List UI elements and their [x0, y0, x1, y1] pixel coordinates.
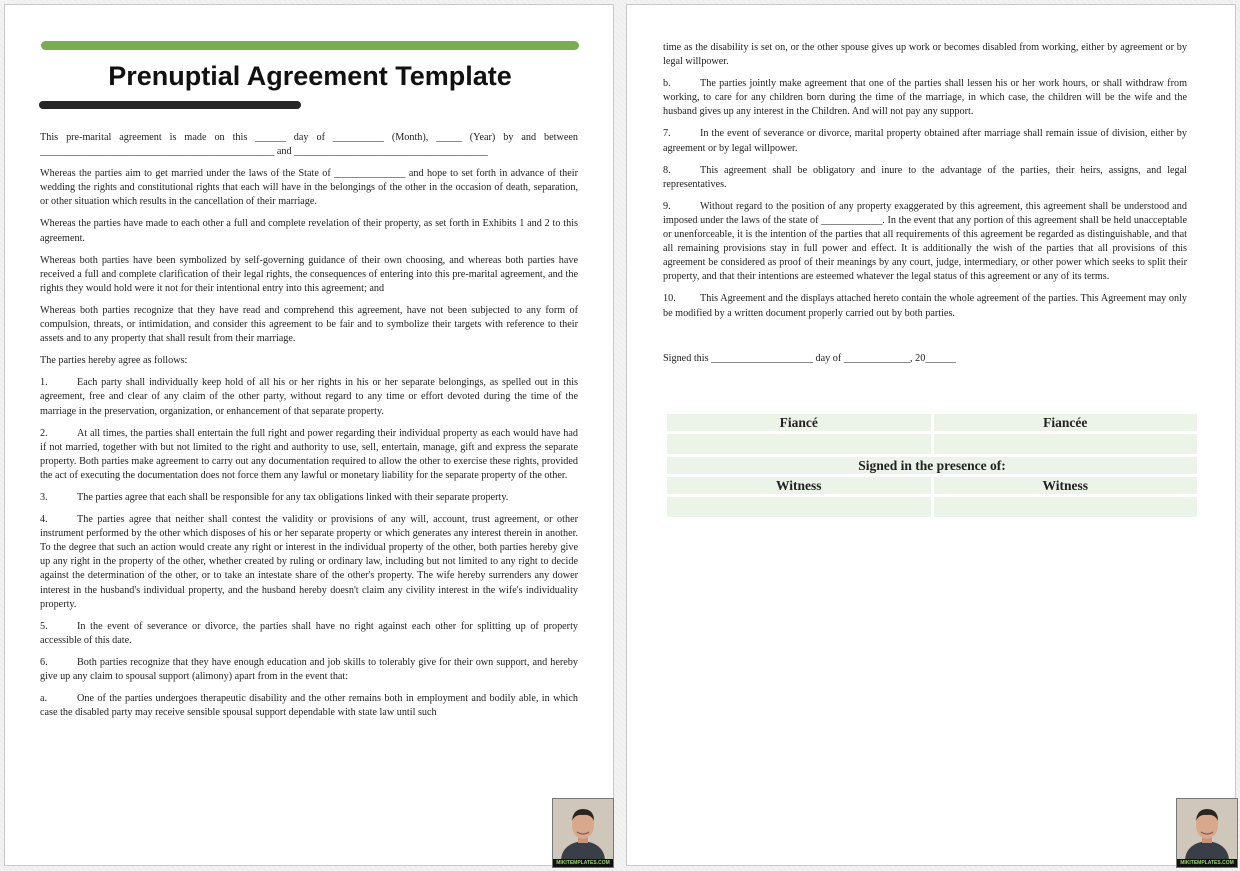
title-underline-bar — [39, 101, 301, 109]
fiancee-header: Fiancée — [934, 414, 1198, 431]
page-1-body — [40, 131, 578, 728]
paragraph-text: Both parties recognize that they have enough education and job skills to tolerably give for their own support, and hereby give up any claim to spousal support (alimony) apart from in the event that: — [40, 656, 578, 682]
clause-paragraph — [40, 491, 578, 505]
accent-bar — [41, 41, 579, 50]
witness-signature-cell-1[interactable] — [667, 497, 931, 517]
clause-number: a. — [40, 693, 48, 705]
clause-paragraph — [663, 200, 1187, 285]
clause-paragraph — [40, 376, 578, 418]
fiance-signature-cell[interactable] — [667, 434, 931, 454]
fiancee-signature-cell[interactable] — [934, 434, 1198, 454]
document-title: Prenuptial Agreement Template — [108, 61, 512, 91]
badge-label: MIKITEMPLATES.COM — [553, 859, 613, 867]
clause-number: 3. — [40, 491, 48, 503]
paragraph-text: At all times, the parties shall entertain the full right and power regarding their individual property as each would have had if not married, together with but not limited to the right and authority to use, sell, entertain, manage, gift and express the separate property. Both parties make agreement to carry out any documentation required to allow the other to exercise these rights, provided the act of executing the documentation does not force them any lawful or monetary liability for the separate property of the other. — [40, 427, 578, 481]
paragraph-text: This pre-marital agreement is made on this ______ day of __________ (Month), _____ (Year) by and between ______________________________________________ and ______________________________________ — [40, 132, 578, 158]
document-page-1 — [4, 4, 614, 866]
body-paragraph — [40, 217, 578, 245]
clause-paragraph — [40, 692, 578, 720]
signature-table — [664, 411, 1200, 520]
paragraph-text: Whereas both parties recognize that they have read and comprehend this agreement, have not been subjected to any form of compulsion, threats, or intimidation, and consider this agreement to be fair and to symbolize their targets with reference to their assets and to any property that shall result from their marriage. — [40, 304, 578, 345]
clause-number: 2. — [40, 427, 48, 439]
paragraph-text: Whereas both parties have been symbolized by self-governing guidance of their own choosing, and whereas both parties have received a full and complete clarification of their legal rights, the consequences of entering into this pre-marital agreement, and the rights they would hold were it not for their intentional entry into this agreement; and — [40, 254, 578, 294]
page-2-body — [663, 41, 1187, 374]
body-paragraph — [40, 354, 578, 368]
clause-paragraph — [40, 427, 578, 483]
document-page-2 — [626, 4, 1236, 866]
clause-paragraph — [663, 77, 1187, 119]
paragraph-text: The parties agree that neither shall contest the validity or provisions of any will, account, trust agreement, or other instrument performed by the other which disposes of his or her separate property or which generates any interest therein in another. To the degree that such an action would create any right or interest in the individual property of the other, both parties hereby give up any right in the property of the other, whether created by ruling or ordinary law, including but not limited to any right to decide against the determination of the other, or to take an intestate share of the other's property. The wife hereby surrenders any dower interest in the husband's individual property, and the husband hereby doesn't claim any civility interest in the wife's individuality property. — [40, 514, 578, 610]
witness-header-1: Witness — [667, 477, 931, 494]
clause-number: 6. — [40, 656, 48, 668]
avatar-icon — [1177, 799, 1237, 859]
clause-paragraph — [40, 513, 578, 612]
brand-badge[interactable] — [1176, 798, 1238, 868]
paragraph-text: Whereas the parties aim to get married under the laws of the State of ______________ and hope to set forth in advance of their wedding the rights and constitutional rights that each will have in the belongings of the other in the occasion of death, separation, or other situation which results in the cancellation of their marriage. — [40, 168, 578, 208]
brand-badge[interactable] — [552, 798, 614, 868]
presence-header: Signed in the presence of: — [667, 457, 1197, 474]
badge-label: MIKITEMPLATES.COM — [1177, 859, 1237, 867]
clause-paragraph — [663, 164, 1187, 192]
paragraph-text: The parties agree that each shall be responsible for any tax obligations linked with their separate property. — [77, 491, 509, 503]
clause-number: b. — [663, 78, 671, 90]
body-paragraph — [40, 131, 578, 159]
paragraph-text: The parties jointly make agreement that one of the parties shall lessen his or her work hours, or shall withdraw from working, to care for any children born during the time of the marriage, in which case, the children will be the wife and the husband gives up any interest in the Children. And will not pay any support. — [663, 78, 1187, 118]
paragraph-text: The parties hereby agree as follows: — [40, 355, 188, 367]
clause-number: 5. — [40, 620, 48, 632]
paragraph-text: In the event of severance or divorce, the parties shall have no right against each other for splitting up of property accessible of this date. — [40, 620, 578, 646]
paragraph-text: One of the parties undergoes therapeutic disability and the other remains both in employment and bodily able, in which case the disabled party may receive sensible spousal support dependable with state law until such — [40, 693, 578, 719]
body-paragraph — [40, 167, 578, 209]
clause-number: 8. — [663, 164, 671, 176]
clause-number: 7. — [663, 128, 671, 140]
clause-paragraph — [663, 127, 1187, 155]
paragraph-text: Without regard to the position of any property exaggerated by this agreement, this agreement shall be understood and imposed under the laws of the state of ____________. In the event that any portion of this agreement shall be held unacceptable or unenforceable, it is the intention of the parties that all requirements of this agreement be regarded as distinguishable, and that all remaining provisions stay in full power and effect. It is additionally the wish of the parties that all provisions of this agreement be considered as proof of their meanings by any court, judge, intermediary, or other power which seeks to split their property, and that their intentions are esteemed whatever the legal status of this agreement or any of its terms. — [663, 200, 1187, 283]
clause-number: 1. — [40, 377, 48, 389]
clause-number: 9. — [663, 200, 671, 212]
witness-header-2: Witness — [934, 477, 1198, 494]
clause-paragraph — [40, 620, 578, 648]
paragraph-text: time as the disability is set on, or the other spouse gives up work or becomes disabled from working, either by agreement or by legal willpower. — [663, 42, 1187, 68]
body-paragraph — [663, 41, 1187, 69]
clause-paragraph — [40, 656, 578, 684]
paragraph-text: This agreement shall be obligatory and inure to the advantage of the parties, their heirs, assigns, and legal representatives. — [663, 164, 1187, 190]
paragraph-text: Each party shall individually keep hold of all his or her rights in his or her separate belongings, as spelled out in this agreement, free and clear of any claim of the other party, without regard to any time or effort devoted during the time of the marriage in the preservation, organization, or enhancement of that separate property. — [40, 377, 578, 417]
paragraph-text: Whereas the parties have made to each other a full and complete revelation of their property, as set forth in Exhibits 1 and 2 to this agreement. — [40, 218, 578, 244]
paragraph-text: This Agreement and the displays attached hereto contain the whole agreement of the parties. This Agreement may only be modified by a written document properly carried out by both parties. — [663, 293, 1187, 319]
fiance-header: Fiancé — [667, 414, 931, 431]
witness-signature-cell-2[interactable] — [934, 497, 1198, 517]
clause-number: 10. — [663, 293, 676, 305]
paragraph-text: In the event of severance or divorce, marital property obtained after marriage shall remain issue of division, either by agreement or by legal willpower. — [663, 128, 1187, 154]
body-paragraph — [40, 304, 578, 346]
clause-paragraph — [663, 292, 1187, 320]
avatar-icon — [553, 799, 613, 859]
clause-number: 4. — [40, 514, 48, 526]
body-paragraph — [40, 254, 578, 296]
signed-date-line: Signed this ____________________ day of _____________, 20______ — [663, 352, 956, 364]
